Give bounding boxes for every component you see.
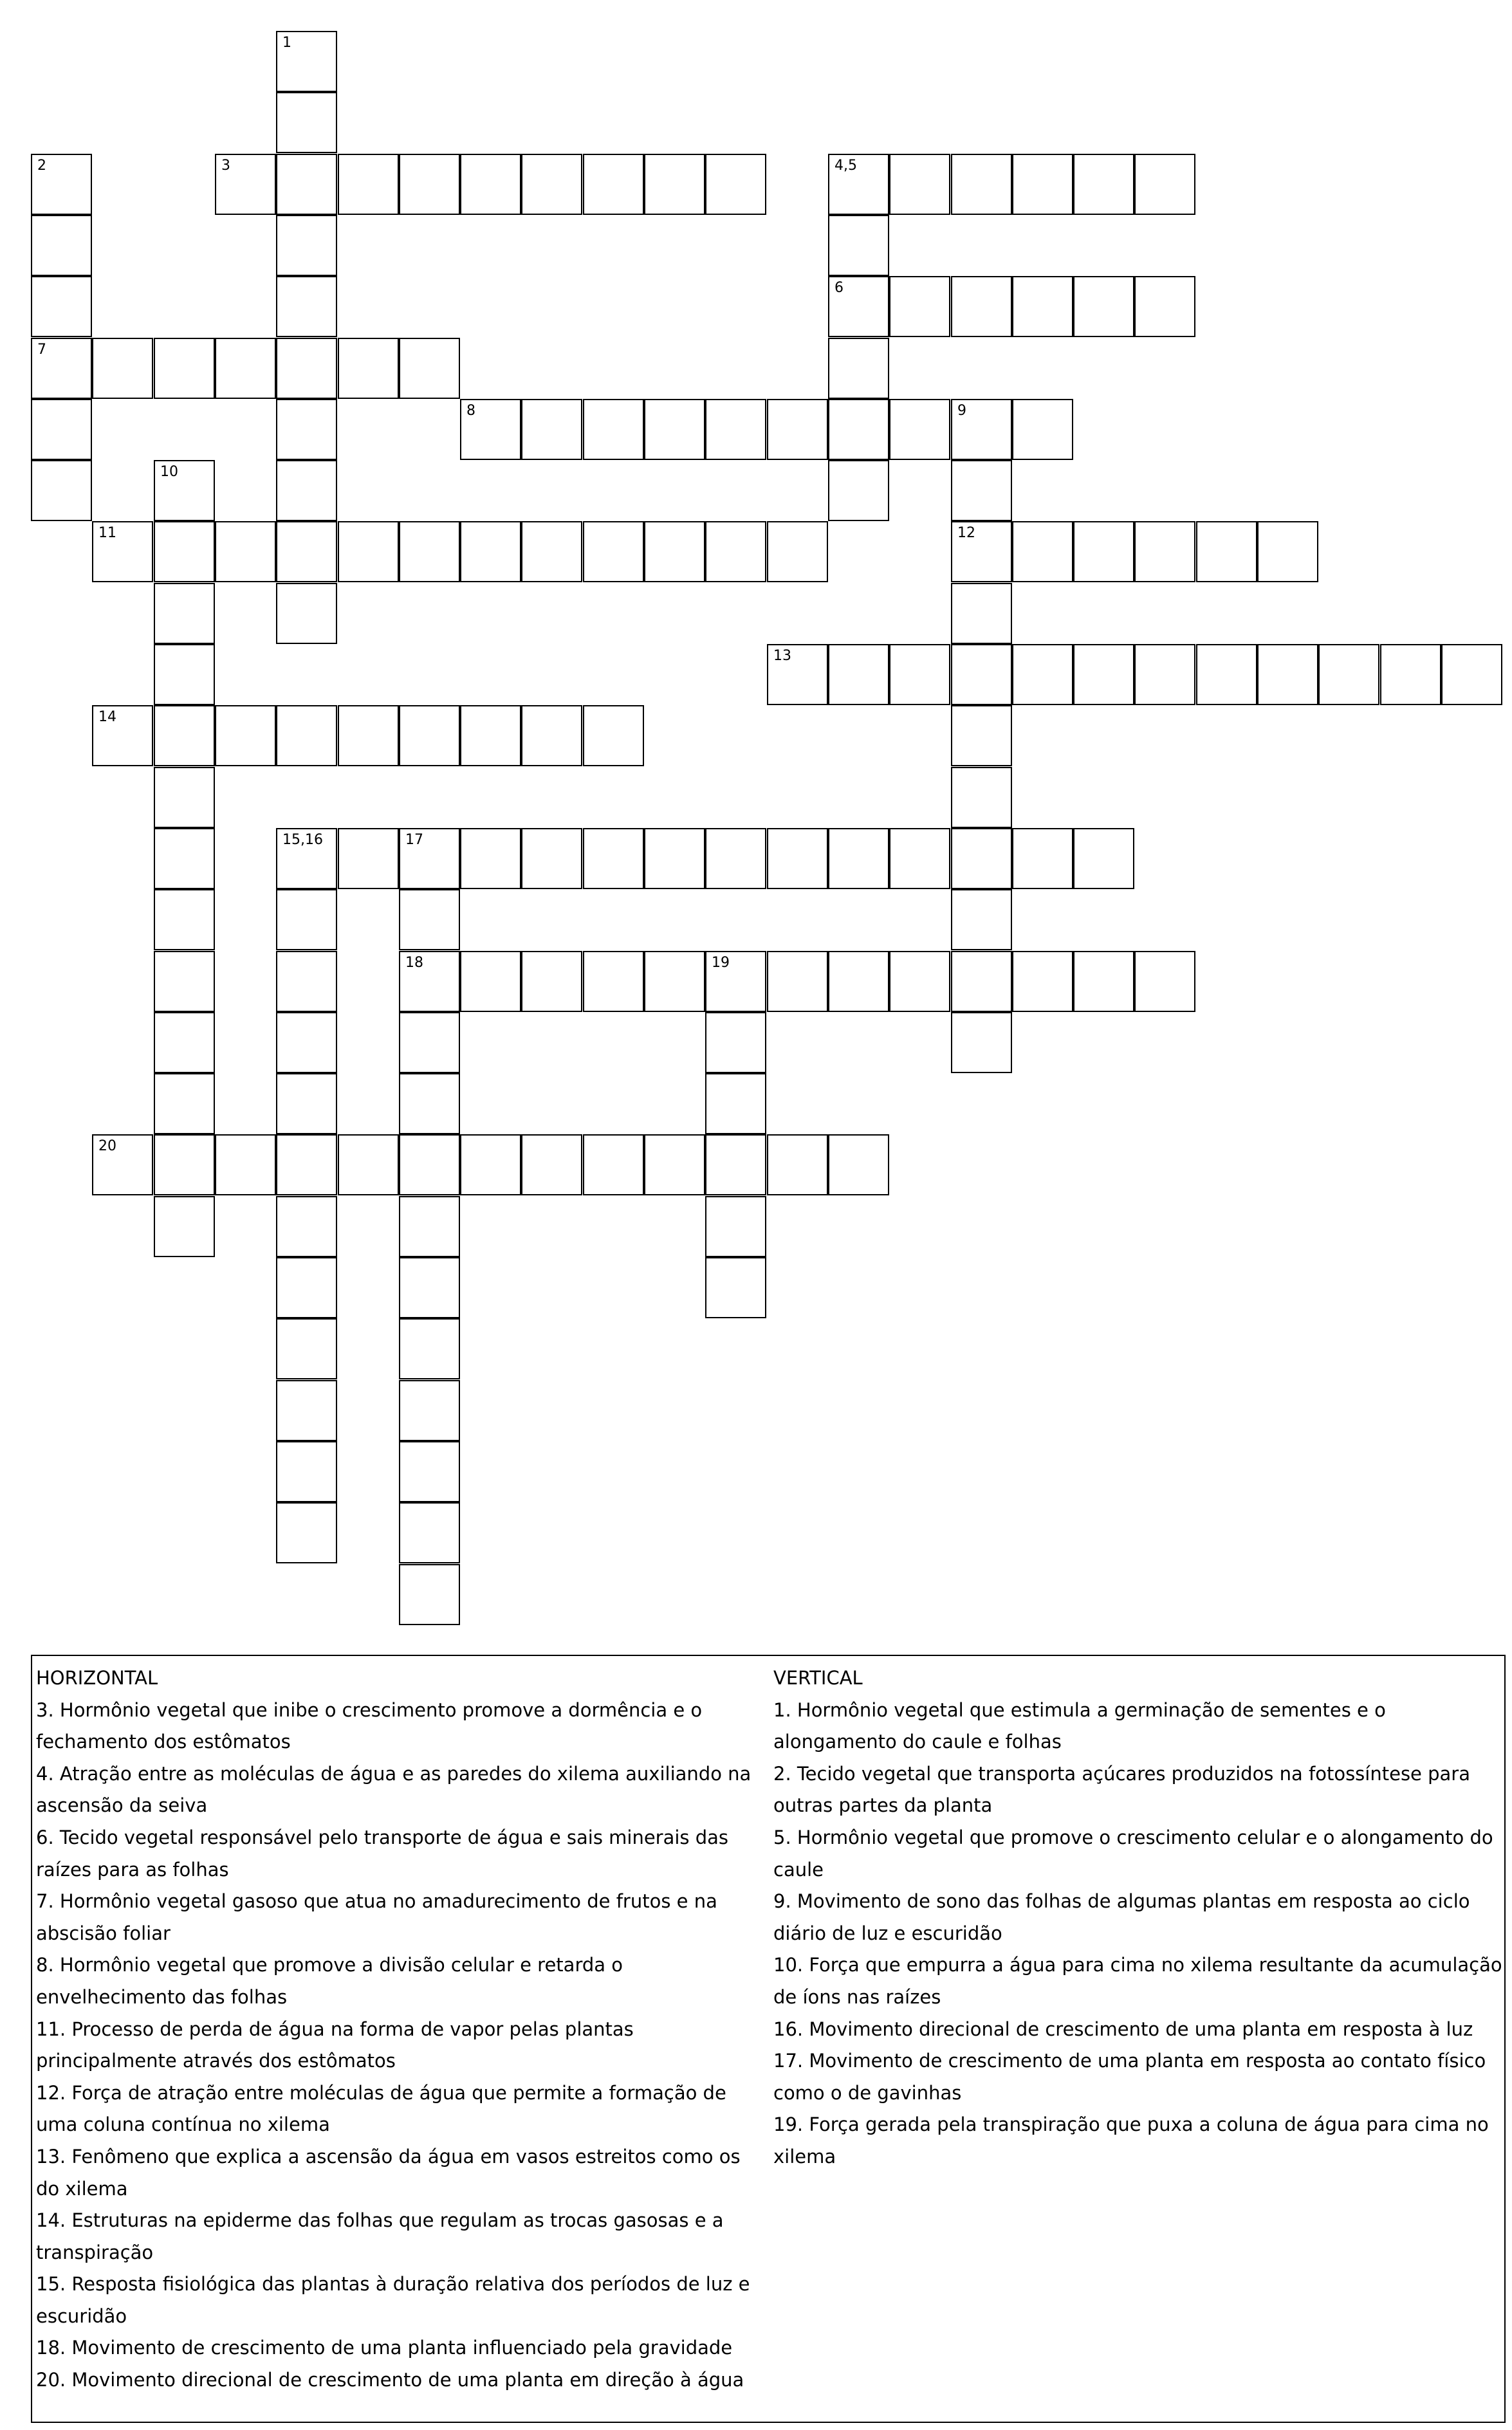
clue-horizontal-15: 15. Resposta fisiológica das plantas à duração relativa dos períodos de luz e escuridão	[36, 2273, 750, 2327]
crossword-cell[interactable]	[31, 399, 92, 460]
clue-number: 9	[957, 403, 966, 419]
crossword-cell[interactable]	[767, 399, 828, 460]
crossword-cell[interactable]	[1073, 828, 1134, 889]
crossword-cell[interactable]	[828, 644, 889, 705]
crossword-cell[interactable]	[338, 521, 399, 582]
crossword-cell[interactable]	[889, 399, 950, 460]
crossword-cell[interactable]	[1073, 276, 1134, 337]
clue-number: 20	[98, 1138, 116, 1154]
clue-horizontal-14: 14. Estruturas na epiderme das folhas que regulam as trocas gasosas e a transpiração	[36, 2209, 724, 2263]
clue-number: 4,5	[834, 158, 857, 174]
crossword-cell[interactable]	[767, 1134, 828, 1195]
crossword-cell[interactable]	[1196, 644, 1257, 705]
clue-vertical-16: 16. Movimento direcional de crescimento de uma planta em resposta à luz	[773, 2018, 1473, 2040]
crossword-cell[interactable]	[828, 399, 889, 460]
crossword-cell[interactable]	[276, 154, 337, 215]
crossword-cell[interactable]	[338, 828, 399, 889]
crossword-cell[interactable]	[399, 1502, 460, 1563]
crossword-cell[interactable]	[521, 1134, 582, 1195]
crossword-cell[interactable]	[399, 705, 460, 766]
crossword-cell[interactable]	[767, 951, 828, 1012]
crossword-cell[interactable]	[644, 828, 705, 889]
vertical-clues	[773, 1662, 1503, 2173]
crossword-cell[interactable]	[399, 521, 460, 582]
crossword-cell[interactable]	[154, 1196, 215, 1257]
crossword-cell[interactable]	[1073, 951, 1134, 1012]
crossword-cell[interactable]	[276, 1196, 337, 1257]
crossword-cell[interactable]	[215, 154, 276, 215]
crossword-cell[interactable]	[1318, 644, 1379, 705]
crossword-cell[interactable]	[521, 705, 582, 766]
crossword-cell[interactable]	[951, 951, 1012, 1012]
crossword-cell[interactable]	[154, 705, 215, 766]
crossword-cell[interactable]	[705, 521, 766, 582]
clue-number: 6	[834, 280, 844, 296]
crossword-cell[interactable]	[154, 460, 215, 521]
crossword-cell[interactable]	[215, 1134, 276, 1195]
crossword-cell[interactable]	[399, 1257, 460, 1318]
crossword-cell[interactable]	[828, 1134, 889, 1195]
crossword-cell[interactable]	[705, 1196, 766, 1257]
crossword-cell[interactable]	[92, 521, 153, 582]
crossword-cell[interactable]	[154, 828, 215, 889]
crossword-cell[interactable]	[951, 828, 1012, 889]
crossword-cell[interactable]	[276, 1257, 337, 1318]
crossword-cell[interactable]	[215, 705, 276, 766]
clue-number: 17	[405, 832, 423, 848]
crossword-cell[interactable]	[276, 1318, 337, 1379]
crossword-cell[interactable]	[338, 705, 399, 766]
clues-box	[31, 1655, 1506, 2423]
clue-number: 10	[160, 464, 178, 480]
crossword-cell[interactable]	[31, 215, 92, 276]
crossword-cell[interactable]	[399, 828, 460, 889]
clue-number: 18	[405, 955, 423, 971]
crossword-cell[interactable]	[1012, 276, 1073, 337]
crossword-cell[interactable]	[889, 828, 950, 889]
crossword-cell[interactable]	[399, 1073, 460, 1134]
crossword-cell[interactable]	[951, 276, 1012, 337]
crossword-cell[interactable]	[705, 1012, 766, 1073]
clue-vertical-17: 17. Movimento de crescimento de uma planta em resposta ao contato físico como o de gavinhas	[773, 2050, 1486, 2104]
clue-number: 11	[98, 525, 116, 541]
crossword-cell[interactable]	[1012, 828, 1073, 889]
crossword-cell[interactable]	[583, 828, 644, 889]
crossword-cell[interactable]	[276, 1012, 337, 1073]
crossword-cell[interactable]	[460, 399, 521, 460]
crossword-cell[interactable]	[154, 951, 215, 1012]
crossword-cell[interactable]	[1073, 154, 1134, 215]
crossword-cell[interactable]	[583, 705, 644, 766]
crossword-cell[interactable]	[1073, 521, 1134, 582]
crossword-cell[interactable]	[1012, 951, 1073, 1012]
clue-horizontal-8: 8. Hormônio vegetal que promove a divisão celular e retarda o envelhecimento das folhas	[36, 1954, 623, 2008]
crossword-cell[interactable]	[951, 1012, 1012, 1073]
crossword-cell[interactable]	[1012, 521, 1073, 582]
crossword-cell[interactable]	[889, 951, 950, 1012]
crossword-cell[interactable]	[828, 276, 889, 337]
crossword-cell[interactable]	[215, 521, 276, 582]
crossword-cell[interactable]	[583, 154, 644, 215]
horizontal-heading: HORIZONTAL	[36, 1667, 158, 1689]
clue-number: 2	[37, 158, 46, 174]
crossword-cell[interactable]	[583, 521, 644, 582]
clue-vertical-1: 1. Hormônio vegetal que estimula a germinação de sementes e o alongamento do caule e folhas	[773, 1698, 1386, 1753]
crossword-cell[interactable]	[951, 583, 1012, 644]
crossword-cell[interactable]	[276, 1073, 337, 1134]
crossword-cell[interactable]	[521, 828, 582, 889]
horizontal-clues	[36, 1662, 766, 2397]
crossword-cell[interactable]	[399, 338, 460, 399]
crossword-cell[interactable]	[767, 828, 828, 889]
crossword-cell[interactable]	[1012, 644, 1073, 705]
crossword-cell[interactable]	[399, 1441, 460, 1502]
crossword-cell[interactable]	[399, 1196, 460, 1257]
crossword-cell[interactable]	[951, 705, 1012, 766]
crossword-cell[interactable]	[828, 951, 889, 1012]
crossword-cell[interactable]	[460, 154, 521, 215]
crossword-cell[interactable]	[276, 889, 337, 950]
crossword-cell[interactable]	[828, 154, 889, 215]
crossword-cell[interactable]	[276, 276, 337, 337]
crossword-cell[interactable]	[644, 1134, 705, 1195]
crossword-cell[interactable]	[460, 705, 521, 766]
crossword-cell[interactable]	[154, 1073, 215, 1134]
crossword-cell[interactable]	[889, 276, 950, 337]
crossword-cell[interactable]	[276, 338, 337, 399]
crossword-cell[interactable]	[583, 399, 644, 460]
crossword-cell[interactable]	[399, 1380, 460, 1441]
clue-number: 7	[37, 342, 46, 358]
crossword-cell[interactable]	[644, 154, 705, 215]
crossword-cell[interactable]	[154, 338, 215, 399]
crossword-cell[interactable]	[951, 644, 1012, 705]
clue-number: 14	[98, 709, 116, 725]
crossword-cell[interactable]	[338, 1134, 399, 1195]
crossword-cell[interactable]	[828, 215, 889, 276]
clue-horizontal-20: 20. Movimento direcional de crescimento de uma planta em direção à água	[36, 2369, 744, 2391]
crossword-cell[interactable]	[828, 338, 889, 399]
crossword-cell[interactable]	[767, 521, 828, 582]
crossword-cell[interactable]	[583, 951, 644, 1012]
crossword-cell[interactable]	[1134, 951, 1195, 1012]
clue-horizontal-7: 7. Hormônio vegetal gasoso que atua no amadurecimento de frutos e na abscisão foliar	[36, 1890, 717, 1944]
crossword-cell[interactable]	[460, 951, 521, 1012]
clue-number: 15,16	[282, 832, 323, 848]
clue-horizontal-12: 12. Força de atração entre moléculas de água que permite a formação de uma coluna contínua no xilema	[36, 2081, 726, 2136]
clue-vertical-9: 9. Movimento de sono das folhas de algumas plantas em resposta ao ciclo diário de luz e escuridão	[773, 1890, 1470, 1944]
clue-number: 12	[957, 525, 975, 541]
crossword-cell[interactable]	[1441, 644, 1502, 705]
crossword-cell[interactable]	[154, 644, 215, 705]
crossword-cell[interactable]	[399, 154, 460, 215]
crossword-cell[interactable]	[276, 951, 337, 1012]
crossword-cell[interactable]	[92, 338, 153, 399]
crossword-cell[interactable]	[460, 521, 521, 582]
crossword-cell[interactable]	[276, 705, 337, 766]
clue-number: 1	[282, 35, 291, 51]
crossword-cell[interactable]	[276, 1502, 337, 1563]
crossword-cell[interactable]	[31, 276, 92, 337]
crossword-cell[interactable]	[1134, 521, 1195, 582]
crossword-cell[interactable]	[521, 154, 582, 215]
crossword-cell[interactable]	[276, 460, 337, 521]
crossword-cell[interactable]	[31, 154, 92, 215]
crossword-cell[interactable]	[92, 1134, 153, 1195]
crossword-cell[interactable]	[276, 583, 337, 644]
crossword-cell[interactable]	[828, 460, 889, 521]
crossword-cell[interactable]	[583, 1134, 644, 1195]
crossword-cell[interactable]	[276, 521, 337, 582]
crossword-cell[interactable]	[276, 1134, 337, 1195]
crossword-cell[interactable]	[276, 215, 337, 276]
crossword-cell[interactable]	[951, 399, 1012, 460]
crossword-cell[interactable]	[1073, 644, 1134, 705]
crossword-cell[interactable]	[154, 767, 215, 828]
crossword-cell[interactable]	[889, 644, 950, 705]
crossword-cell[interactable]	[705, 1257, 766, 1318]
clue-horizontal-3: 3. Hormônio vegetal que inibe o crescimento promove a dormência e o fechamento dos estômatos	[36, 1698, 703, 1753]
crossword-cell[interactable]	[1012, 399, 1073, 460]
crossword-cell[interactable]	[215, 338, 276, 399]
crossword-cell[interactable]	[951, 521, 1012, 582]
crossword-cell[interactable]	[951, 767, 1012, 828]
crossword-cell[interactable]	[460, 828, 521, 889]
crossword-cell[interactable]	[1380, 644, 1441, 705]
crossword-cell[interactable]	[767, 644, 828, 705]
crossword-cell[interactable]	[1134, 276, 1195, 337]
crossword-cell[interactable]	[644, 521, 705, 582]
crossword-cell[interactable]	[399, 1318, 460, 1379]
crossword-cell[interactable]	[1134, 644, 1195, 705]
crossword-cell[interactable]	[276, 828, 337, 889]
clue-number: 8	[466, 403, 475, 419]
crossword-cell[interactable]	[92, 705, 153, 766]
crossword-cell[interactable]	[338, 154, 399, 215]
crossword-cell[interactable]	[276, 31, 337, 92]
crossword-cell[interactable]	[276, 1441, 337, 1502]
crossword-cell[interactable]	[889, 154, 950, 215]
clue-number: 13	[773, 648, 791, 664]
crossword-cell[interactable]	[276, 92, 337, 153]
crossword-cell[interactable]	[644, 399, 705, 460]
vertical-heading: VERTICAL	[773, 1667, 863, 1689]
crossword-cell[interactable]	[154, 521, 215, 582]
clue-vertical-2: 2. Tecido vegetal que transporta açúcares produzidos na fotossíntese para outras partes da planta	[773, 1762, 1470, 1817]
crossword-cell[interactable]	[399, 1012, 460, 1073]
crossword-cell[interactable]	[951, 460, 1012, 521]
crossword-cell[interactable]	[460, 1134, 521, 1195]
clue-vertical-5: 5. Hormônio vegetal que promove o crescimento celular e o alongamento do caule	[773, 1826, 1493, 1881]
crossword-cell[interactable]	[521, 951, 582, 1012]
crossword-cell[interactable]	[338, 338, 399, 399]
crossword-cell[interactable]	[1012, 154, 1073, 215]
clue-vertical-10: 10. Força que empurra a água para cima no xilema resultante da acumulação de íons nas raízes	[773, 1954, 1502, 2008]
crossword-cell[interactable]	[705, 154, 766, 215]
crossword-cell[interactable]	[705, 951, 766, 1012]
crossword-cell[interactable]	[154, 583, 215, 644]
crossword-cell[interactable]	[1257, 644, 1318, 705]
crossword-cell[interactable]	[31, 338, 92, 399]
crossword-cell[interactable]	[521, 521, 582, 582]
crossword-cell[interactable]	[521, 399, 582, 460]
crossword-cell[interactable]	[951, 889, 1012, 950]
crossword-cell[interactable]	[644, 951, 705, 1012]
crossword-cell[interactable]	[705, 1134, 766, 1195]
crossword-cell[interactable]	[1257, 521, 1318, 582]
crossword-cell[interactable]	[705, 828, 766, 889]
clue-vertical-19: 19. Força gerada pela transpiração que puxa a coluna de água para cima no xilema	[773, 2113, 1489, 2168]
crossword-cell[interactable]	[154, 1012, 215, 1073]
clue-horizontal-11: 11. Processo de perda de água na forma de vapor pelas plantas principalmente através dos estômatos	[36, 2018, 634, 2072]
crossword-cell[interactable]	[828, 828, 889, 889]
crossword-cell[interactable]	[276, 399, 337, 460]
crossword-cell[interactable]	[705, 399, 766, 460]
crossword-cell[interactable]	[399, 951, 460, 1012]
crossword-cell[interactable]	[154, 889, 215, 950]
clue-horizontal-13: 13. Fenômeno que explica a ascensão da água em vasos estreitos como os do xilema	[36, 2145, 741, 2200]
crossword-cell[interactable]	[276, 1380, 337, 1441]
clue-number: 19	[712, 955, 730, 971]
crossword-cell[interactable]	[399, 889, 460, 950]
crossword-cell[interactable]	[31, 460, 92, 521]
crossword-cell[interactable]	[1134, 154, 1195, 215]
crossword-cell[interactable]	[705, 1073, 766, 1134]
crossword-cell[interactable]	[399, 1564, 460, 1625]
clue-horizontal-18: 18. Movimento de crescimento de uma planta influenciado pela gravidade	[36, 2337, 733, 2359]
clue-horizontal-6: 6. Tecido vegetal responsável pelo transporte de água e sais minerais das raízes para as folhas	[36, 1826, 729, 1881]
crossword-cell[interactable]	[951, 154, 1012, 215]
crossword-cell[interactable]	[1196, 521, 1257, 582]
crossword-cell[interactable]	[154, 1134, 215, 1195]
crossword-cell[interactable]	[399, 1134, 460, 1195]
clue-number: 3	[221, 158, 230, 174]
clue-horizontal-4: 4. Atração entre as moléculas de água e as paredes do xilema auxiliando na ascensão da seiva	[36, 1762, 751, 1817]
